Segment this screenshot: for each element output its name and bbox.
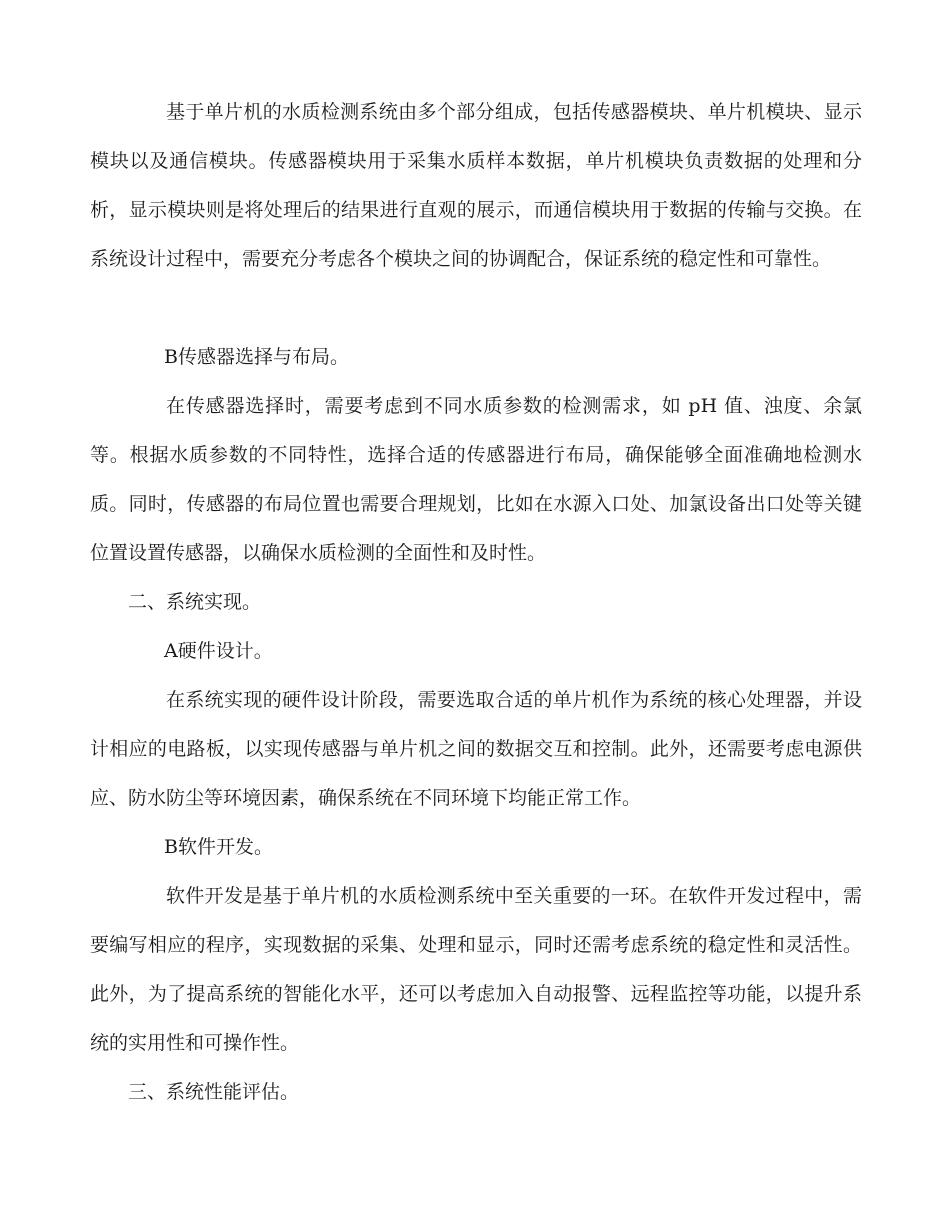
heading-system-implementation: 二、系统实现。 xyxy=(128,591,262,613)
heading-performance-evaluation: 三、系统性能评估。 xyxy=(128,1081,300,1103)
heading-hardware-design: A硬件设计。 xyxy=(164,640,273,662)
paragraph-hardware-design: 在系统实现的硬件设计阶段，需要选取合适的单片机作为系统的核心处理器，并设计相应的电路板，以实现传感器与单片机之间的数据交互和控制。此外，还需要考虑电源供应、防水防尘等环境因素，确保系统在不同环境下均能正常工作。 xyxy=(90,689,862,809)
paragraph-sensor-selection: 在传感器选择时，需要考虑到不同水质参数的检测需求，如 pH 值、浊度、余氯等。根据水质参数的不同特性，选择合适的传感器进行布局，确保能够全面准确地检测水质。同时，传感器的布局位置也需要合理规划，比如在水源入口处、加氯设备出口处等关键位置设置传感器，以确保水质检测的全面性和及时性。 xyxy=(90,395,862,564)
heading-software-development: B软件开发。 xyxy=(164,836,273,858)
heading-sensor-selection: B传感器选择与布局。 xyxy=(164,346,349,368)
paragraph-software-development: 软件开发是基于单片机的水质检测系统中至关重要的一环。在软件开发过程中，需要编写相应的程序，实现数据的采集、处理和显示，同时还需考虑系统的稳定性和灵活性。此外，为了提高系统的智能化水平，还可以考虑加入自动报警、远程监控等功能，以提升系统的实用性和可操作性。 xyxy=(90,885,862,1054)
paragraph-system-composition: 基于单片机的水质检测系统由多个部分组成，包括传感器模块、单片机模块、显示模块以及通信模块。传感器模块用于采集水质样本数据，单片机模块负责数据的处理和分析，显示模块则是将处理后的结果进行直观的展示，而通信模块用于数据的传输与交换。在系统设计过程中，需要充分考虑各个模块之间的协调配合，保证系统的稳定性和可靠性。 xyxy=(90,101,862,270)
